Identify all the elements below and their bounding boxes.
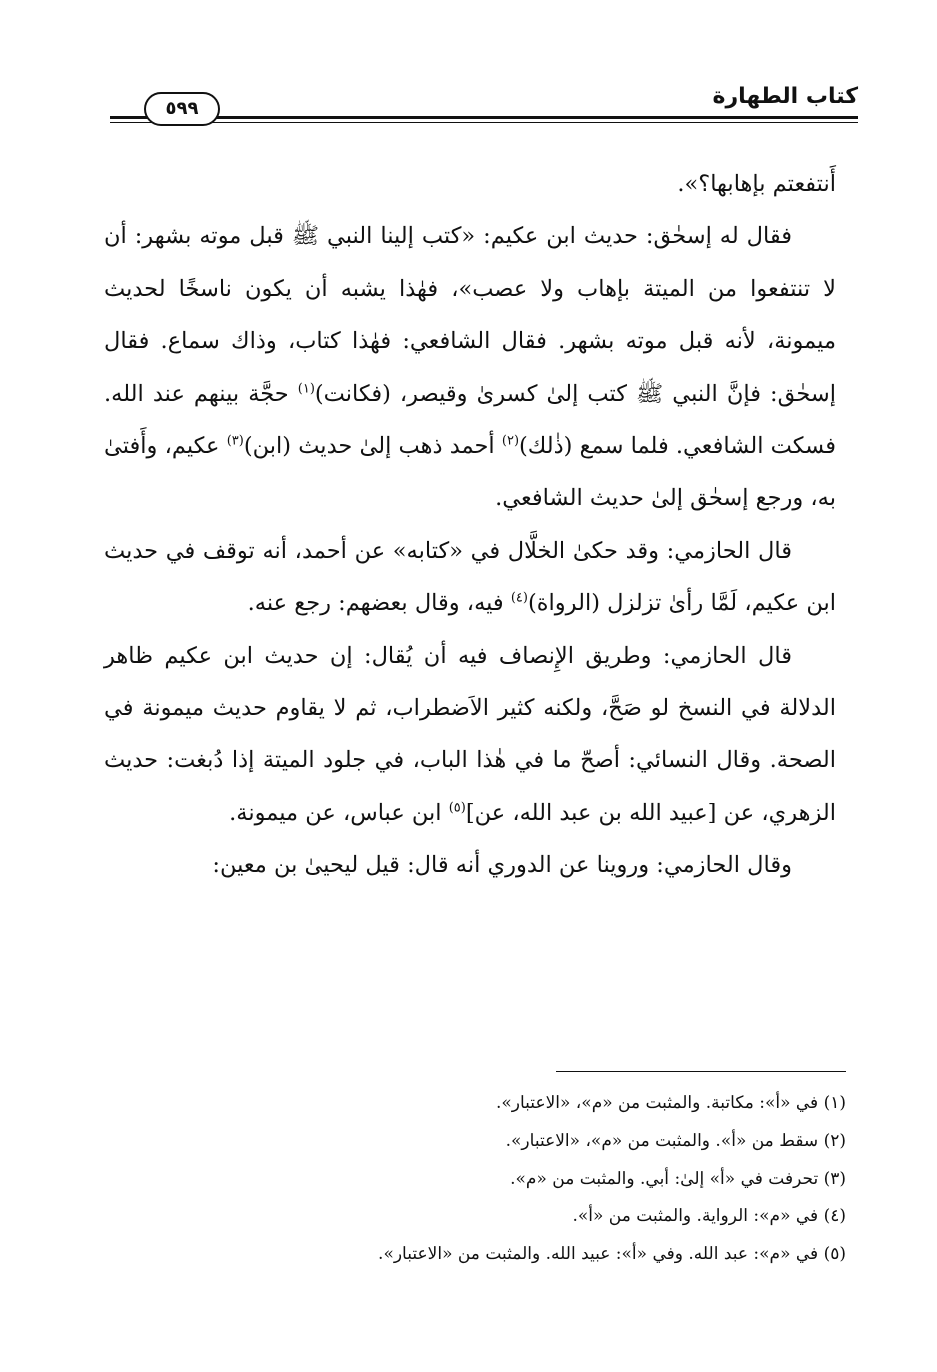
footnote-marker-1: (١) <box>297 381 315 397</box>
paragraph-4 <box>104 630 836 840</box>
paragraph-1 <box>104 158 836 210</box>
header-rule-thick <box>110 116 858 119</box>
paragraph-2 <box>104 210 836 524</box>
footnote-1: (١) في «أ»: مكاتبة. والمثبت من «م»، «الاعتبار». <box>495 1093 846 1113</box>
chapter-title: كتاب الطهارة <box>712 84 858 109</box>
text-segment: عكيم، وأَفتىٰ به، ورجع إسحٰق إلىٰ حديث الشافعي. <box>104 433 836 512</box>
text-segment: أَنتفعتم بإهابها؟». <box>677 171 836 197</box>
footnote-marker-4: (٤) <box>510 590 528 606</box>
footnote-marker-3: (٣) <box>226 433 244 449</box>
footnote-3: (٣) تحرفت في «أ» إلىٰ: أبي. والمثبت من «م». <box>510 1168 846 1189</box>
text-segment: قال الحازمي: وطريق الإِنصاف فيه أن يُقال: إن حديث ابن عكيم ظاهر الدلالة في النسخ لو صَحَّ، ولكنه كثير الاَضطراب، ثم لا يقاوم حديث ميمونة في الصحة. وقال النسائي: أصحّ ما في هٰذا الباب، في جلود الميتة إذا دُبغت: حديث الزهري، عن [عبيد الله بن عبد الله، عن] <box>104 642 836 826</box>
footnote-marker-5: (٥) <box>448 800 466 816</box>
text-segment: أحمد ذهب إلىٰ حديث (ابن) <box>243 433 502 460</box>
page-header <box>110 78 858 130</box>
text-segment: وقال الحازمي: وروينا عن الدوري أنه قال: قيل ليحيىٰ بن معين: <box>212 852 792 879</box>
text-segment: حجَّة بينهم عند الله. فسكت الشافعي. فلما سمع (ذٰلك) <box>104 380 836 460</box>
footnote-5: (٥) في «م»: عبد الله. وفي «أ»: عبيد الله. والمثبت من «الاعتبار». <box>378 1244 846 1265</box>
footnote-2: (٢) سقط من «أ». والمثبت من «م»، «الاعتبار». <box>505 1130 846 1151</box>
paragraph-3 <box>104 525 836 630</box>
footnotes <box>186 1085 846 1274</box>
footnote-marker-2: (٢) <box>501 433 520 449</box>
text-segment: فيه، وقال بعضهم: رجع عنه. <box>247 590 511 617</box>
paragraph-5 <box>104 839 836 891</box>
footnote-separator <box>556 1071 846 1072</box>
footnote-4: (٤) في «م»: الرواية. والمثبت من «أ». <box>572 1206 846 1227</box>
text-segment: ابن عباس، عن ميمونة. <box>229 799 449 826</box>
header-rule-thin <box>110 122 858 123</box>
text-segment: فقال له إسحٰق: حديث ابن عكيم: «كتب إلينا النبي ﷺ قبل موته بشهر: أن لا تنتفعوا من الميتة بإهاب ولا عصب»، فهٰذا يشبه أن يكون ناسخًا لحديث ميمونة، لأنه قبل موته بشهر. فقال الشافعي: فهٰذا كتاب، وذاك سماع. فقال إسحٰق: فإنَّ النبي ﷺ كتب إلىٰ كسرىٰ وقيصر، (فكانت) <box>104 223 836 407</box>
main-text <box>104 158 836 892</box>
page-number: ٥٩٩ <box>144 92 220 126</box>
text-segment: قال الحازمي: وقد حكىٰ الخلَّال في «كتابه» عن أحمد، أنه توقف في حديث ابن عكيم، لَمَّا رأىٰ تزلزل (الرواة) <box>104 537 836 617</box>
